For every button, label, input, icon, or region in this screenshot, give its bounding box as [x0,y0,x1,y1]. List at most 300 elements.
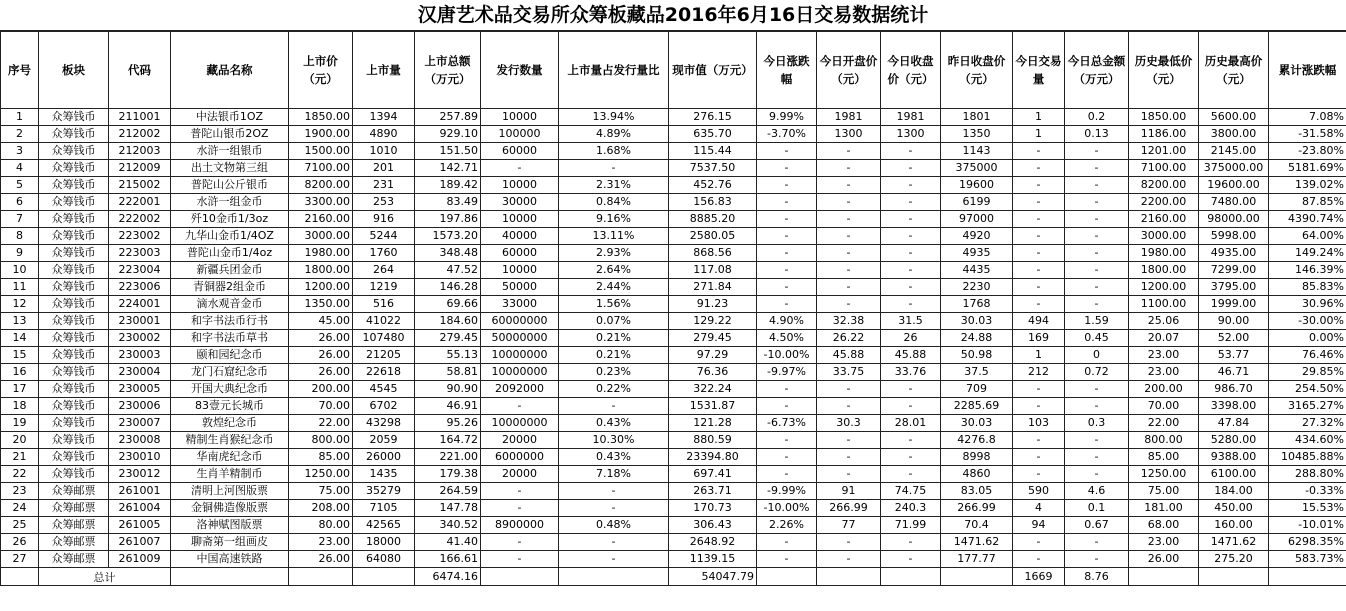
table-cell: - [881,466,941,483]
table-cell: - [1013,160,1065,177]
table-cell: 261009 [109,551,171,568]
table-cell: 0.43% [559,415,669,432]
table-cell: 众筹钱币 [39,177,109,194]
table-cell: 1300 [881,126,941,143]
total-market-value: 54047.79 [669,568,757,586]
table-cell: 7.18% [559,466,669,483]
table-cell: 2648.92 [669,534,757,551]
table-cell: 222001 [109,194,171,211]
table-cell: 9 [1,245,39,262]
table-cell: 10000000 [481,364,559,381]
table-cell: 5181.69% [1269,160,1346,177]
column-header: 今日收盘价（元） [881,32,941,109]
table-cell: 7.08% [1269,109,1346,126]
table-cell: 1760 [353,245,415,262]
table-cell: 164.72 [415,432,481,449]
table-cell: 8 [1,228,39,245]
table-cell: 322.24 [669,381,757,398]
table-cell: - [1065,381,1129,398]
table-cell: 85.83% [1269,279,1346,296]
table-cell: 15.53% [1269,500,1346,517]
table-cell: - [559,160,669,177]
table-cell: 1900.00 [289,126,353,143]
table-cell: 69.66 [415,296,481,313]
table-cell: 1200.00 [289,279,353,296]
table-cell: 516 [353,296,415,313]
table-cell: 306.43 [669,517,757,534]
table-cell: 4276.8 [941,432,1013,449]
table-cell: -0.33% [1269,483,1346,500]
table-cell: - [757,211,817,228]
table-cell: 35279 [353,483,415,500]
table-cell: 1250.00 [1129,466,1199,483]
total-volume: 1669 [1013,568,1065,586]
table-cell: 4.89% [559,126,669,143]
table-cell: 709 [941,381,1013,398]
table-cell: - [757,228,817,245]
table-cell: 1981 [881,109,941,126]
table-cell: 出土文物第三组 [171,160,289,177]
table-cell: - [817,449,881,466]
table-cell: - [757,279,817,296]
table-cell: 94 [1013,517,1065,534]
table-cell: - [1065,262,1129,279]
table-cell: 23.00 [1129,364,1199,381]
table-cell: 23.00 [289,534,353,551]
table-cell: 1350 [941,126,1013,143]
table-cell: 1219 [353,279,415,296]
table-cell: 139.02% [1269,177,1346,194]
table-cell: 212 [1013,364,1065,381]
table-cell: 新疆兵团金币 [171,262,289,279]
table-cell: 8900000 [481,517,559,534]
table-cell: 聊斋第一组画皮 [171,534,289,551]
table-cell: - [1013,551,1065,568]
table-row [1,194,1346,211]
column-header: 现市值（万元） [669,32,757,109]
table-cell: 231 [353,177,415,194]
table-row [1,381,1346,398]
table-cell: 83.05 [941,483,1013,500]
table-cell: 众筹钱币 [39,398,109,415]
table-cell: - [1013,211,1065,228]
table-cell: 2285.69 [941,398,1013,415]
table-cell: 25 [1,517,39,534]
table-cell: -6.73% [757,415,817,432]
table-cell: 184.60 [415,313,481,330]
table-cell: 7100.00 [1129,160,1199,177]
table-cell: 156.83 [669,194,757,211]
table-cell: - [559,483,669,500]
table-cell: 635.70 [669,126,757,143]
table-cell: - [481,398,559,415]
table-row [1,228,1346,245]
table-cell: 230006 [109,398,171,415]
table-row [1,432,1346,449]
table-cell: 1980.00 [289,245,353,262]
table-cell: - [817,279,881,296]
column-header: 序号 [1,32,39,109]
table-cell: 91.23 [669,296,757,313]
table-cell: 4935.00 [1199,245,1269,262]
table-cell: 2.31% [559,177,669,194]
table-cell: 4.6 [1065,483,1129,500]
table-cell: - [881,228,941,245]
table-cell: 230007 [109,415,171,432]
table-cell: 众筹钱币 [39,313,109,330]
table-cell: 50000 [481,279,559,296]
table-cell: 6000000 [481,449,559,466]
table-cell: 3 [1,143,39,160]
table-cell: 30.96% [1269,296,1346,313]
table-cell: 0.2 [1065,109,1129,126]
table-cell: 26 [881,330,941,347]
table-cell: 68.00 [1129,517,1199,534]
table-cell: 76.46% [1269,347,1346,364]
table-cell: 279.45 [415,330,481,347]
table-cell: - [559,398,669,415]
table-cell: 7480.00 [1199,194,1269,211]
table-cell: -10.01% [1269,517,1346,534]
table-cell: 清明上河图版票 [171,483,289,500]
table-cell: 9388.00 [1199,449,1269,466]
table-body [1,109,1346,568]
table-cell: 230004 [109,364,171,381]
table-cell: 1 [1013,126,1065,143]
table-cell: 1981 [817,109,881,126]
table-cell: 257.89 [415,109,481,126]
table-cell: 4390.74% [1269,211,1346,228]
table-cell: 4935 [941,245,1013,262]
table-row [1,109,1346,126]
table-cell: 230002 [109,330,171,347]
table-cell: 众筹钱币 [39,211,109,228]
table-cell: 2160.00 [1129,211,1199,228]
table-cell: 众筹钱币 [39,432,109,449]
table-cell: - [757,262,817,279]
table-cell: - [881,160,941,177]
table-cell: - [881,279,941,296]
table-cell: 1980.00 [1129,245,1199,262]
table-cell: 众筹钱币 [39,296,109,313]
table-cell: 众筹钱币 [39,262,109,279]
table-cell: 85.00 [1129,449,1199,466]
table-cell: 1010 [353,143,415,160]
table-row [1,143,1346,160]
table-cell: 1250.00 [289,466,353,483]
column-header: 昨日收盘价（元） [941,32,1013,109]
column-header: 上市价（元） [289,32,353,109]
table-cell: 23394.80 [669,449,757,466]
table-cell: 179.38 [415,466,481,483]
table-row [1,347,1346,364]
table-cell: 100000 [481,126,559,143]
table-cell: - [881,211,941,228]
table-cell: 28.01 [881,415,941,432]
table-cell: - [1065,534,1129,551]
table-cell: 1 [1013,347,1065,364]
table-cell: 金铜佛造像版票 [171,500,289,517]
table-cell: 0.43% [559,449,669,466]
column-header: 今日交易量 [1013,32,1065,109]
table-cell: 42565 [353,517,415,534]
table-cell: 83.49 [415,194,481,211]
table-cell: 3795.00 [1199,279,1269,296]
table-cell: 22.00 [1129,415,1199,432]
table-cell: 7100.00 [289,160,353,177]
table-row [1,177,1346,194]
table-cell: 263.71 [669,483,757,500]
table-cell: 266.99 [941,500,1013,517]
table-cell: 10000 [481,177,559,194]
table-cell: - [817,534,881,551]
table-cell: 46.71 [1199,364,1269,381]
table-cell: - [757,551,817,568]
table-cell: 7537.50 [669,160,757,177]
table-cell: 2160.00 [289,211,353,228]
table-cell: - [881,398,941,415]
table-cell: 2.93% [559,245,669,262]
table-cell: 19600.00 [1199,177,1269,194]
table-cell: 1801 [941,109,1013,126]
table-cell: - [1065,279,1129,296]
table-cell: - [881,449,941,466]
table-cell: 230008 [109,432,171,449]
table-cell: 450.00 [1199,500,1269,517]
table-cell: 1768 [941,296,1013,313]
table-cell: 583.73% [1269,551,1346,568]
table-cell: - [881,262,941,279]
table-cell: 27.32% [1269,415,1346,432]
table-cell: 普陀山公斤银币 [171,177,289,194]
table-cell: 70.4 [941,517,1013,534]
table-cell: 200.00 [289,381,353,398]
table-cell: 0.13 [1065,126,1129,143]
table-cell: 340.52 [415,517,481,534]
table-cell: 33.76 [881,364,941,381]
table-cell: 200.00 [1129,381,1199,398]
table-cell: 45.00 [289,313,353,330]
table-cell: 1201.00 [1129,143,1199,160]
table-cell: 261004 [109,500,171,517]
table-cell: - [1013,194,1065,211]
table-cell: 929.10 [415,126,481,143]
table-cell: 85.00 [289,449,353,466]
table-cell: - [1065,551,1129,568]
table-cell: - [1013,398,1065,415]
table-cell: 26.00 [1129,551,1199,568]
table-cell: 223006 [109,279,171,296]
table-cell: 212002 [109,126,171,143]
table-cell: 149.24% [1269,245,1346,262]
table-cell: 10000 [481,262,559,279]
table-cell: 2092000 [481,381,559,398]
table-cell: 9.16% [559,211,669,228]
table-cell: 90.90 [415,381,481,398]
table-cell: -10.00% [757,347,817,364]
table-cell: 31.5 [881,313,941,330]
table-cell: 1531.87 [669,398,757,415]
table-cell: 2.44% [559,279,669,296]
table-cell: 230005 [109,381,171,398]
table-cell: 2580.05 [669,228,757,245]
table-row [1,313,1346,330]
table-cell: 0.07% [559,313,669,330]
table-cell: 800.00 [1129,432,1199,449]
table-cell: 6 [1,194,39,211]
table-row [1,483,1346,500]
table-cell: 70.00 [289,398,353,415]
table-cell: 97000 [941,211,1013,228]
table-cell: - [1013,449,1065,466]
table-cell: 10 [1,262,39,279]
table-cell: - [1065,228,1129,245]
table-cell: 50000000 [481,330,559,347]
table-cell: - [817,466,881,483]
table-row [1,534,1346,551]
table-cell: 434.60% [1269,432,1346,449]
table-cell: 275.20 [1199,551,1269,568]
table-cell: -9.99% [757,483,817,500]
table-cell: 103 [1013,415,1065,432]
table-cell: 众筹钱币 [39,245,109,262]
table-cell: 117.08 [669,262,757,279]
table-cell: 95.26 [415,415,481,432]
table-cell: 1300 [817,126,881,143]
table-cell: 264.59 [415,483,481,500]
table-cell: 53.77 [1199,347,1269,364]
table-cell: - [1013,177,1065,194]
table-cell: 26.00 [289,551,353,568]
table-cell: - [559,534,669,551]
table-row [1,449,1346,466]
table-cell: 1435 [353,466,415,483]
table-cell: - [1065,466,1129,483]
table-cell: 0.67 [1065,517,1129,534]
table-cell: 4920 [941,228,1013,245]
table-cell: 6199 [941,194,1013,211]
table-cell: 41022 [353,313,415,330]
table-cell: - [881,381,941,398]
table-cell: 27 [1,551,39,568]
table-row [1,211,1346,228]
table-cell: 348.48 [415,245,481,262]
table-cell: 0.23% [559,364,669,381]
table-cell: 800.00 [289,432,353,449]
table-cell: - [817,551,881,568]
table-cell: - [757,143,817,160]
table-cell: 众筹钱币 [39,126,109,143]
sheet-title: 汉唐艺术品交易所众筹板藏品2016年6月16日交易数据统计 [0,0,1346,31]
table-cell: 众筹钱币 [39,228,109,245]
table-cell: 375000 [941,160,1013,177]
table-cell: 19600 [941,177,1013,194]
table-cell: - [817,228,881,245]
table-cell: 230003 [109,347,171,364]
table-cell: 22618 [353,364,415,381]
table-cell: 230010 [109,449,171,466]
table-cell: - [1065,211,1129,228]
table-cell: - [1013,245,1065,262]
table-cell: 33000 [481,296,559,313]
table-cell: - [757,381,817,398]
table-cell: - [817,296,881,313]
table-cell: 74.75 [881,483,941,500]
table-cell: - [881,551,941,568]
table-cell: 868.56 [669,245,757,262]
table-cell: 水浒一组金币 [171,194,289,211]
table-cell: 151.50 [415,143,481,160]
table-cell: - [1065,177,1129,194]
total-listing-amount: 6474.16 [415,568,481,586]
table-cell: 1800.00 [289,262,353,279]
table-row [1,466,1346,483]
table-cell: 11 [1,279,39,296]
table-cell: -30.00% [1269,313,1346,330]
table-cell: 0.45 [1065,330,1129,347]
table-cell: 普陀山银币2OZ [171,126,289,143]
table-cell: 10000 [481,109,559,126]
column-header: 上市量 [353,32,415,109]
table-cell: 7 [1,211,39,228]
table-cell: 4.90% [757,313,817,330]
table-cell: 266.99 [817,500,881,517]
table-row [1,279,1346,296]
table-cell: 26.00 [289,364,353,381]
table-cell: 276.15 [669,109,757,126]
table-cell: 1800.00 [1129,262,1199,279]
table-row [1,551,1346,568]
table-cell: 201 [353,160,415,177]
table-cell: - [1065,160,1129,177]
table-cell: 众筹钱币 [39,330,109,347]
table-cell: 生肖羊精制币 [171,466,289,483]
table-cell: - [1013,432,1065,449]
header-row [1,32,1346,109]
table-cell: 7105 [353,500,415,517]
table-cell: 64080 [353,551,415,568]
table-cell: 26.00 [289,347,353,364]
table-cell: 精制生肖猴纪念币 [171,432,289,449]
table-cell: 3300.00 [289,194,353,211]
table-cell: - [481,534,559,551]
table-cell: 91 [817,483,881,500]
table-cell: 70.00 [1129,398,1199,415]
table-cell: 0.48% [559,517,669,534]
table-cell: 颐和园纪念币 [171,347,289,364]
table-cell: - [1065,432,1129,449]
table-cell: - [881,296,941,313]
table-cell: 3800.00 [1199,126,1269,143]
table-cell: - [1065,143,1129,160]
table-cell: - [881,177,941,194]
table-cell: - [481,500,559,517]
table-cell: 众筹钱币 [39,143,109,160]
table-cell: - [1013,279,1065,296]
table-cell: - [1065,449,1129,466]
table-cell: - [1065,245,1129,262]
table-cell: 1999.00 [1199,296,1269,313]
table-cell: 众筹邮票 [39,500,109,517]
table-cell: 6702 [353,398,415,415]
table-cell: 0.1 [1065,500,1129,517]
table-cell: 26.22 [817,330,881,347]
table-cell: 众筹钱币 [39,347,109,364]
table-cell: 212009 [109,160,171,177]
table-cell: 中法银币1OZ [171,109,289,126]
table-cell: 众筹邮票 [39,551,109,568]
table-cell: 4 [1013,500,1065,517]
